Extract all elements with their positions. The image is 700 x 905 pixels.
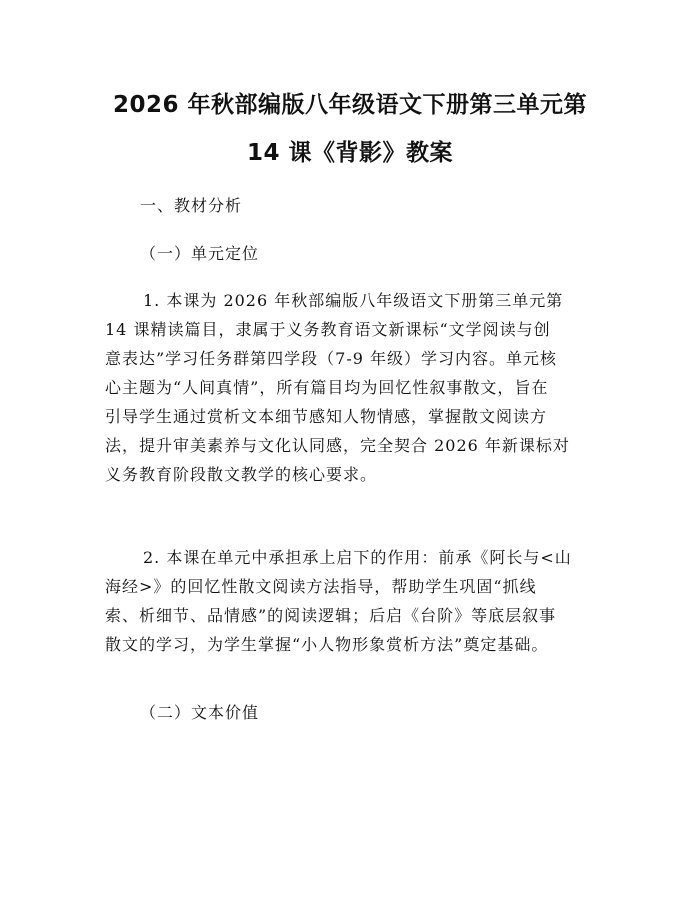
subsection-heading-text-value: （二）文本价值 — [140, 703, 260, 722]
paragraph-unit-positioning-1 — [105, 286, 605, 489]
paragraph-unit-positioning-2 — [105, 543, 605, 659]
subsection-heading-unit-positioning: （一）单元定位 — [140, 244, 260, 263]
paragraph-line: 14 课精读篇目，隶属于义务教育语文新课标“文学阅读与创 — [105, 320, 551, 339]
document-title-line-2: 14 课《背影》教案 — [246, 140, 453, 166]
paragraph-line: 海经>》的回忆性散文阅读方法指导，帮助学生巩固“抓线 — [105, 577, 537, 596]
paragraph-line: 散文的学习，为学生掌握“小人物形象赏析方法”奠定基础。 — [105, 635, 549, 654]
paragraph-line: 引导学生通过赏析文本细节感知人物情感，掌握散文阅读方 — [105, 407, 548, 426]
paragraph-line: 1. 本课为 2026 年秋部编版八年级语文下册第三单元第 — [143, 291, 564, 310]
paragraph-line: 2. 本课在单元中承担承上启下的作用：前承《阿长与<山 — [143, 548, 572, 567]
paragraph-line: 索、析细节、品情感”的阅读逻辑；后启《台阶》等底层叙事 — [105, 606, 557, 625]
paragraph-line: 义务教育阶段散文教学的核心要求。 — [105, 465, 378, 484]
paragraph-line: 法，提升审美素养与文化认同感，完全契合 2026 年新课标对 — [105, 436, 570, 455]
paragraph-line: 意表达”学习任务群第四学段（7-9 年级）学习内容。单元核 — [105, 349, 558, 368]
section-heading-textbook-analysis: 一、教材分析 — [140, 196, 243, 215]
paragraph-line: 心主题为“人间真情”，所有篇目均为回忆性叙事散文，旨在 — [105, 378, 549, 397]
document-title-line-1: 2026 年秋部编版八年级语文下册第三单元第 — [112, 92, 588, 118]
